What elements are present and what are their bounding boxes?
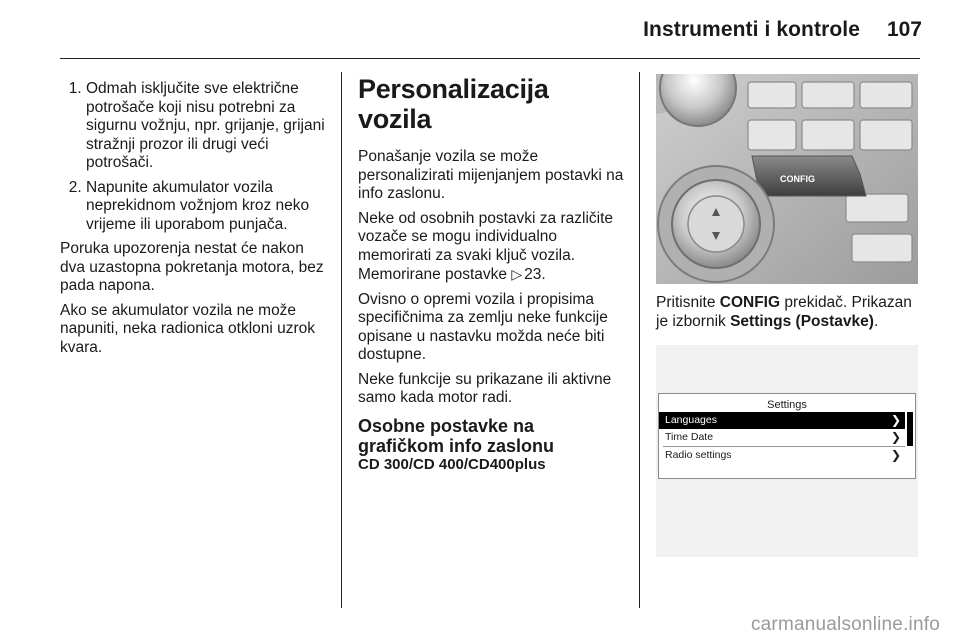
menu-item-radio-settings[interactable] [659, 447, 905, 464]
paragraph-intro: Ponašanje vozila se može personalizirati mijenjanjem postavki na info zaslonu. [358, 148, 624, 202]
caption-text-middle: prekidač. Prikazan je izbornik [656, 294, 912, 330]
column-2 [358, 74, 624, 474]
watermark: carmanualsonline.info [750, 614, 940, 635]
paragraph-engine: Neke funkcije su prikazane ili aktivne samo kada motor radi. [358, 370, 612, 406]
paragraph-memory [358, 210, 624, 285]
caption-end: . [873, 312, 879, 330]
caption-text-start: Pritisnite [656, 294, 716, 311]
settings-title: Settings [767, 399, 807, 411]
column-1 [60, 74, 328, 363]
column-divider-left [341, 72, 342, 608]
chevron-right-icon: ❯ [890, 448, 901, 462]
chevron-right-icon: ❯ [890, 413, 901, 427]
menu-item-label: Radio settings [665, 449, 732, 461]
config-button-label: CONFIG [780, 174, 815, 184]
paragraph-memory-text: Neke od osobnih postavki za različite vozače se mogu individualno memorirati za svaki ključ vozila. Memorirane postavke [358, 209, 614, 283]
header-rule [60, 58, 920, 59]
info-display [658, 393, 916, 479]
chevron-right-icon: ❯ [890, 430, 901, 444]
caption-settings-label: Settings (Postavke) [730, 312, 874, 330]
photo-caption [656, 294, 924, 331]
step-1: 1. Odmah isključite sve električne potrošače koji nisu potrebni za sigurnu vožnju, npr. grijanje, grijani stražnji prozor ili drugi veći potrošači. [86, 80, 328, 173]
menu-item-time-date[interactable] [659, 429, 905, 446]
cross-reference-page[interactable]: 23. [524, 266, 546, 283]
cross-reference-icon: ▷ [511, 266, 523, 282]
config-button-photo [656, 74, 918, 284]
paragraph-availability: Ovisno o opremi vozila i propisima specifičnima za zemlju neke funkcije opisane u nastavku možda neće biti dostupne. [358, 290, 608, 363]
page-header-title: Instrumenti i kontrole [643, 18, 860, 41]
step-2: 2. Napunite akumulator vozila neprekidnom vožnjom kroz neko vrijeme ili uporabom punjača. [86, 179, 328, 235]
paragraph-warning: Poruka upozorenja nestat će nakon dva uzastopna pokretanja motora, bez pada napona. [60, 240, 324, 294]
paragraph-workshop: Ako se akumulator vozila ne može napuniti, neka radionica otkloni uzrok kvara. [60, 301, 316, 356]
scrollbar-thumb[interactable] [907, 412, 913, 446]
caption-config-label: CONFIG [719, 294, 781, 311]
page-number: 107 [886, 18, 922, 41]
model-label: CD 300/CD 400/CD400plus [358, 455, 546, 473]
menu-item-label: Languages [665, 414, 717, 426]
menu-item-languages[interactable] [659, 412, 905, 429]
settings-screen-illustration [656, 345, 918, 557]
section-heading: Personalizacija vozila [358, 74, 549, 134]
subsection-heading: Osobne postavke na grafičkom info zaslonu [358, 415, 555, 456]
column-3 [656, 74, 924, 557]
steps-list [60, 80, 328, 234]
menu-item-label: Time Date [665, 431, 714, 443]
column-divider-right [639, 72, 640, 608]
